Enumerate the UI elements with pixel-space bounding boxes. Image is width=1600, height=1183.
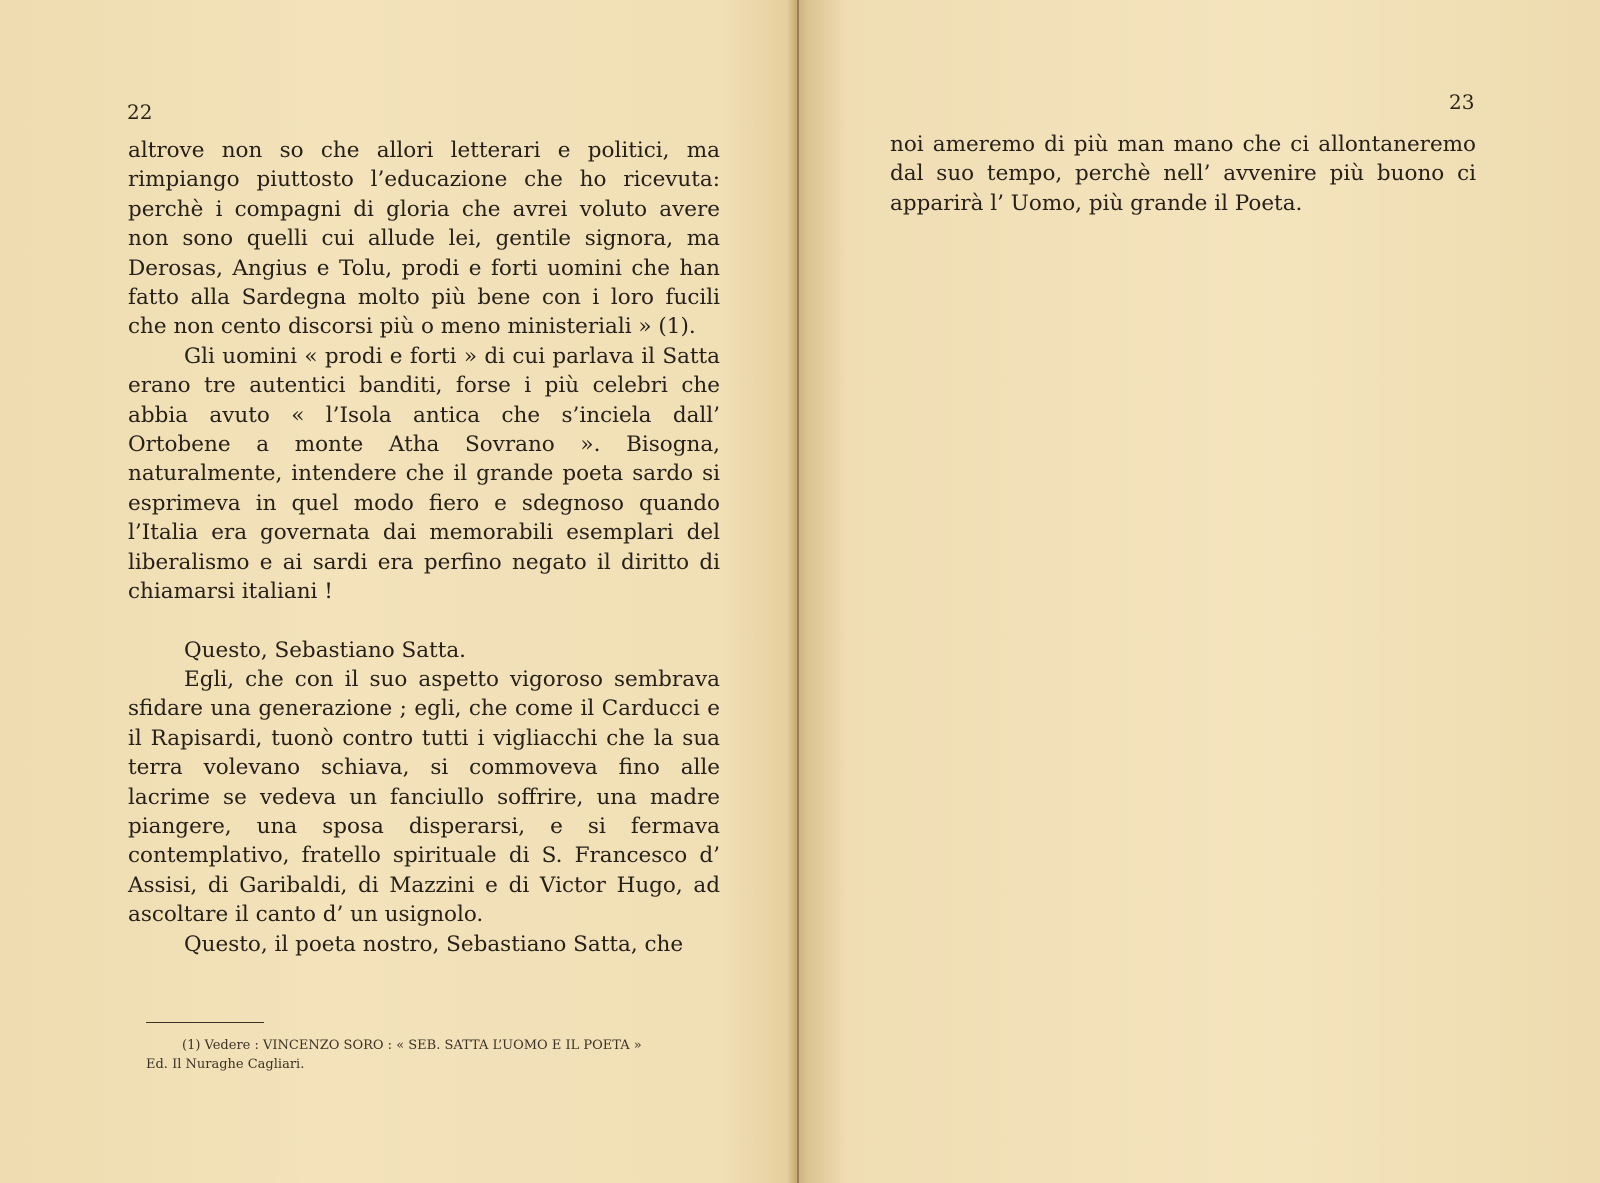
footnote-rule [146,1022,264,1023]
paragraph-questo: Questo, Sebastiano Satta. [184,637,466,663]
paragraph-poeta-nostro: Questo, il poeta nostro, Sebastiano Satta, che [184,931,684,957]
footnote [146,1036,734,1074]
paragraph-egli: Egli, che con il suo aspetto vigoroso sembrava sfidare una generazione ; egli, che come il Carducci e il Rapisardi, tuonò contro tutti i vigliacchi che la sua terra volevano schiava, si commoveva fino alle lacrime se vedeva un fanciullo soffrire, una madre piangere, una sposa disperarsi, e si fermava contemplativo, fratello spirituale di S. Francesco d’ Assisi, di Garibaldi, di Mazzini e di Victor Hugo, ad ascoltare il canto d’ un usignolo. [128,666,720,928]
paragraph-ameremo: noi ameremo di più man mano che ci allontaneremo dal suo tempo, perchè nell’ avvenire più buono ci apparirà l’ Uomo, più grande il Poeta. [890,132,1476,216]
right-page-body [890,130,1476,218]
footnote-line-1: (1) Vedere : VINCENZO SORO : « SEB. SATTA L’UOMO E IL POETA » [182,1038,642,1053]
right-page-number: 23 [1449,90,1475,114]
paragraph-continuation: altrove non so che allori letterari e politici, ma rimpiango piuttosto l’educazione che ho ricevuta: perchè i compagni di gloria che avrei voluto avere non sono quelli cui allude lei, gentile signora, ma Derosas, Angius e Tolu, prodi e forti uomini che han fatto alla Sardegna molto più bene con i loro fucili che non cento discorsi più o meno ministeriali » (1). [128,138,720,340]
book-gutter [797,0,799,1183]
section-gap [128,607,720,636]
left-page-number: 22 [127,100,153,124]
footnote-line-2: Ed. Il Nuraghe Cagliari. [146,1057,305,1072]
left-page-body [128,136,720,959]
paragraph-banditi: Gli uomini « prodi e forti » di cui parlava il Satta erano tre autentici banditi, forse i più celebri che abbia avuto « l’Isola antica che s’inciela dall’ Ortobene a monte Atha Sovrano ». Bisogna, naturalmente, intendere che il grande poeta sardo si esprimeva in quel modo fiero e sdegnoso quando l’Italia era governata dai memorabili esemplari del liberalismo e ai sardi era perfino negato il diritto di chiamarsi italiani ! [128,343,720,605]
